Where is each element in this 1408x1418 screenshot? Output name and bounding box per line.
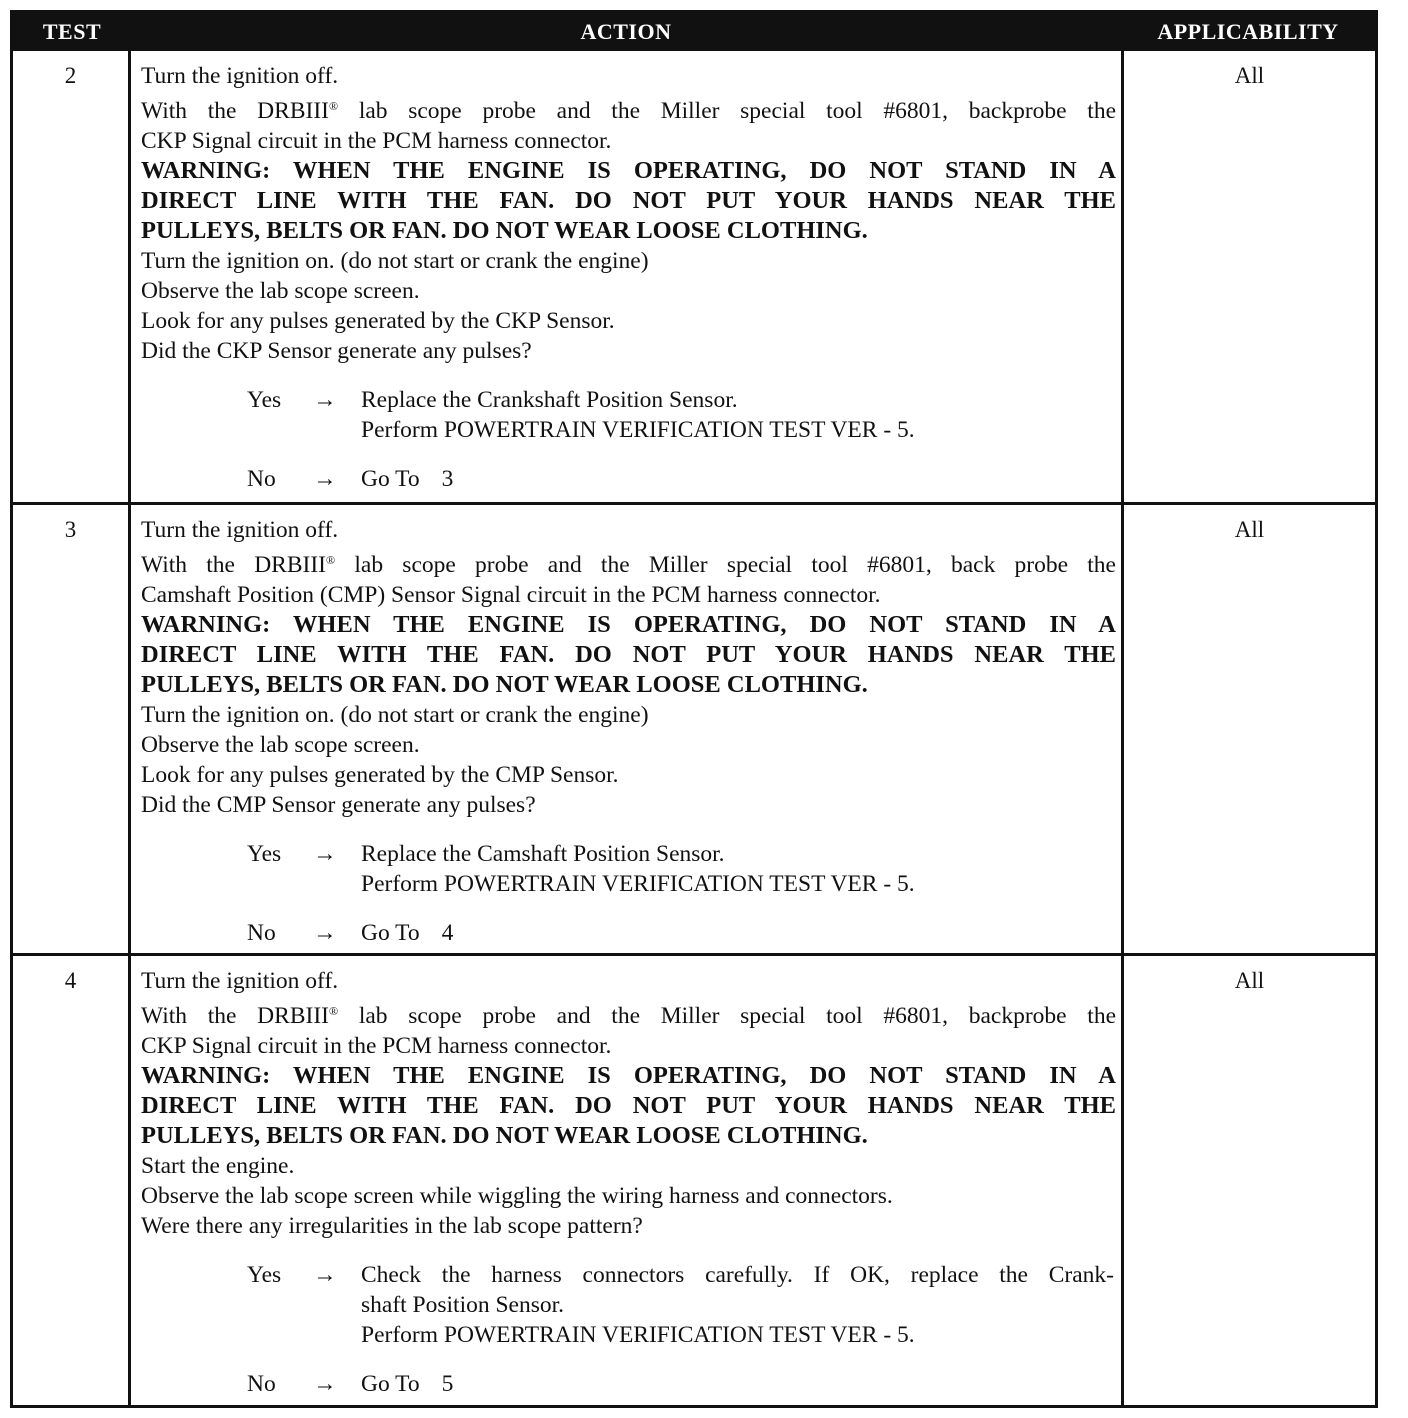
warning-line: WARNING: WHEN THE ENGINE IS OPERATING, DO NOT STAND IN A — [141, 1062, 1116, 1089]
header-applicability: APPLICABILITY — [1157, 19, 1339, 44]
header-action: ACTION — [580, 19, 672, 44]
goto-label: Go To — [361, 1371, 420, 1397]
test-number: 4 — [13, 956, 131, 1405]
goto-target: 5 — [441, 1371, 454, 1397]
table-row — [13, 953, 1375, 1405]
warning-line: PULLEYS, BELTS OR FAN. DO NOT WEAR LOOSE CLOTHING. — [141, 217, 868, 244]
yes-action: Check the harness connectors carefully. If OK, replace the Crank- — [361, 1262, 1114, 1288]
action-line: Turn the ignition on. (do not start or crank the engine) — [141, 248, 649, 274]
goto-text — [361, 918, 453, 948]
test-number: 2 — [13, 51, 131, 502]
arrow-icon: → — [313, 387, 337, 413]
yes-branch — [141, 839, 1116, 869]
arrow-icon: → — [313, 1262, 337, 1288]
yes-branch-cont — [141, 415, 1116, 445]
applicability-value: All — [1121, 956, 1375, 1405]
yes-branch — [141, 1260, 1116, 1290]
goto-target: 4 — [441, 920, 454, 946]
question-line: Did the CKP Sensor generate any pulses? — [141, 338, 532, 364]
arrow-icon: → — [313, 920, 337, 946]
action-cell — [141, 966, 1116, 1399]
action-line: Turn the ignition off. — [141, 968, 339, 994]
action-line: Turn the ignition off. — [141, 517, 339, 543]
goto-label: Go To — [361, 466, 420, 492]
no-branch — [141, 918, 1116, 948]
applicability-value: All — [1121, 505, 1375, 953]
test-number: 3 — [13, 505, 131, 953]
action-line: Observe the lab scope screen. — [141, 278, 420, 304]
yes-branch — [141, 385, 1116, 415]
action-line: Look for any pulses generated by the CKP Sensor. — [141, 308, 615, 334]
action-line: Observe the lab scope screen. — [141, 732, 420, 758]
goto-text — [361, 464, 453, 494]
arrow-icon: → — [313, 1371, 337, 1397]
warning-line: PULLEYS, BELTS OR FAN. DO NOT WEAR LOOSE CLOTHING. — [141, 671, 868, 698]
arrow-icon: → — [313, 466, 337, 492]
action-line: Observe the lab scope screen while wiggling the wiring harness and connectors. — [141, 1183, 893, 1209]
yes-branch-cont — [141, 1290, 1116, 1320]
no-label: No — [247, 466, 276, 492]
header-test: TEST — [42, 19, 102, 44]
action-line: With the DRBIII® lab scope probe and the Miller special tool #6801, back probe the — [141, 552, 1116, 578]
no-label: No — [247, 920, 276, 946]
action-line: Turn the ignition on. (do not start or crank the engine) — [141, 702, 649, 728]
no-branch — [141, 1369, 1116, 1399]
no-label: No — [247, 1371, 276, 1397]
action-line: Start the engine. — [141, 1153, 295, 1179]
yes-action: Replace the Crankshaft Position Sensor. — [361, 387, 738, 413]
action-line: Turn the ignition off. — [141, 63, 339, 89]
diagnostic-table — [10, 10, 1378, 1408]
goto-target: 3 — [441, 466, 454, 492]
warning-line: DIRECT LINE WITH THE FAN. DO NOT PUT YOUR HANDS NEAR THE — [141, 641, 1116, 668]
action-cell — [141, 515, 1116, 948]
warning-line: WARNING: WHEN THE ENGINE IS OPERATING, DO NOT STAND IN A — [141, 157, 1116, 184]
yes-branch-cont — [141, 1320, 1116, 1350]
action-line: Camshaft Position (CMP) Sensor Signal circuit in the PCM harness connector. — [141, 582, 881, 608]
action-line: CKP Signal circuit in the PCM harness connector. — [141, 1033, 612, 1059]
arrow-icon: → — [313, 841, 337, 867]
action-line: CKP Signal circuit in the PCM harness connector. — [141, 128, 612, 154]
table-row — [13, 51, 1375, 502]
applicability-value: All — [1121, 51, 1375, 502]
goto-text — [361, 1369, 453, 1399]
goto-label: Go To — [361, 920, 420, 946]
yes-branch-cont — [141, 869, 1116, 899]
table-header — [13, 13, 1375, 51]
warning-line: DIRECT LINE WITH THE FAN. DO NOT PUT YOUR HANDS NEAR THE — [141, 1092, 1116, 1119]
yes-action: Perform POWERTRAIN VERIFICATION TEST VER - 5. — [361, 1322, 915, 1348]
warning-line: PULLEYS, BELTS OR FAN. DO NOT WEAR LOOSE CLOTHING. — [141, 1122, 868, 1149]
yes-action: Perform POWERTRAIN VERIFICATION TEST VER - 5. — [361, 417, 915, 443]
yes-label: Yes — [247, 1262, 282, 1288]
action-cell — [141, 61, 1116, 494]
no-branch — [141, 464, 1116, 494]
warning-line: DIRECT LINE WITH THE FAN. DO NOT PUT YOUR HANDS NEAR THE — [141, 187, 1116, 214]
action-line: Look for any pulses generated by the CMP Sensor. — [141, 762, 619, 788]
yes-label: Yes — [247, 387, 282, 413]
question-line: Did the CMP Sensor generate any pulses? — [141, 792, 536, 818]
yes-label: Yes — [247, 841, 282, 867]
action-line: With the DRBIII® lab scope probe and the Miller special tool #6801, backprobe the — [141, 98, 1117, 124]
warning-line: WARNING: WHEN THE ENGINE IS OPERATING, DO NOT STAND IN A — [141, 611, 1116, 638]
action-line: With the DRBIII® lab scope probe and the Miller special tool #6801, backprobe the — [141, 1003, 1117, 1029]
yes-action: shaft Position Sensor. — [361, 1292, 565, 1318]
question-line: Were there any irregularities in the lab scope pattern? — [141, 1213, 643, 1239]
yes-action: Replace the Camshaft Position Sensor. — [361, 841, 725, 867]
table-row — [13, 502, 1375, 953]
yes-action: Perform POWERTRAIN VERIFICATION TEST VER - 5. — [361, 871, 915, 897]
